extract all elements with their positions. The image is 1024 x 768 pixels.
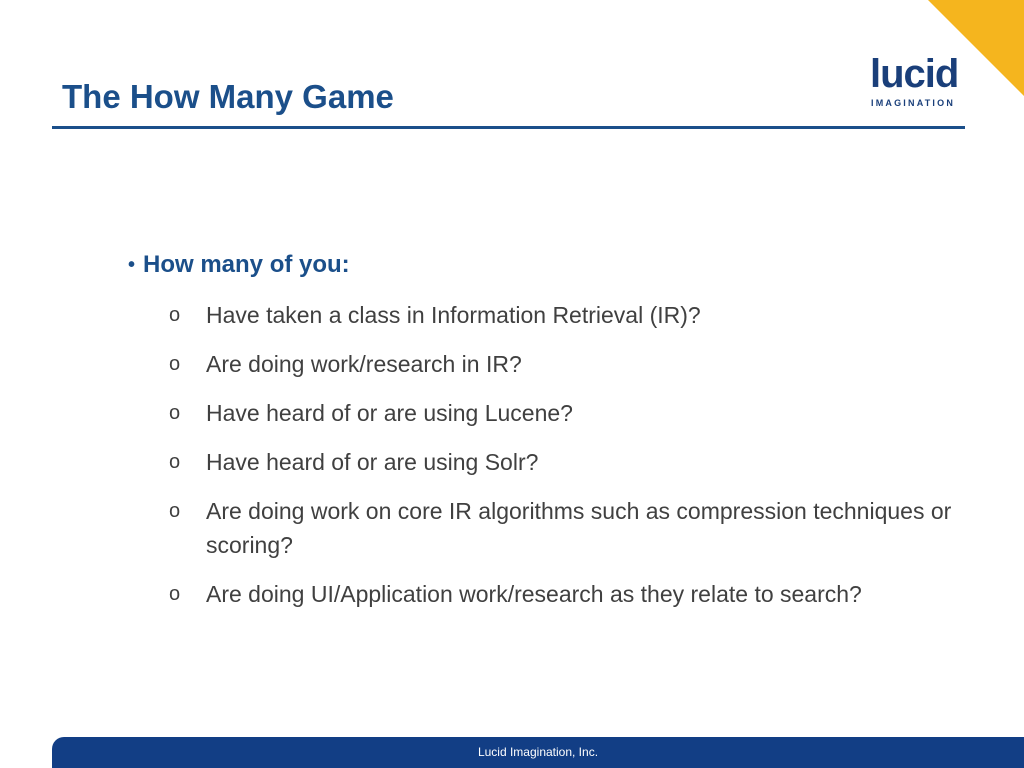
circle-bullet-icon: o: [169, 304, 181, 326]
list-item-text: Have taken a class in Information Retrieval (IR)?: [206, 302, 701, 328]
circle-bullet-icon: o: [169, 583, 181, 605]
page-title: The How Many Game: [62, 78, 394, 115]
logo-wordmark: lucid: [870, 52, 959, 96]
footer-text: Lucid Imagination, Inc.: [477, 745, 599, 759]
list-item-text: Are doing work/research in IR?: [206, 351, 522, 377]
slide-content: [128, 248, 988, 611]
circle-bullet-icon: o: [169, 353, 181, 375]
circle-bullet-icon: o: [169, 451, 181, 473]
circle-bullet-icon: o: [169, 402, 181, 424]
lead-text: How many of you:: [143, 251, 350, 278]
list-item-text: Are doing UI/Application work/research as they relate to search?: [206, 581, 862, 607]
list-item: [128, 396, 988, 430]
footer-bar: [52, 737, 1024, 768]
list-item: [128, 577, 988, 611]
question-list: [128, 298, 988, 611]
list-item: [128, 494, 988, 562]
logo-subtitle: IMAGINATION: [871, 98, 956, 108]
list-item-text: Have heard of or are using Lucene?: [206, 400, 573, 426]
circle-bullet-icon: o: [169, 500, 181, 522]
title-divider: [52, 126, 965, 129]
bullet-icon: •: [128, 254, 136, 276]
company-logo: [870, 52, 966, 112]
list-item-text: Are doing work on core IR algorithms such as compression techniques or scoring?: [206, 498, 952, 558]
list-item-text: Have heard of or are using Solr?: [206, 449, 539, 475]
list-item: [128, 347, 988, 381]
list-item: [128, 298, 988, 332]
list-item: [128, 445, 988, 479]
lead-bullet-point: [128, 248, 988, 282]
